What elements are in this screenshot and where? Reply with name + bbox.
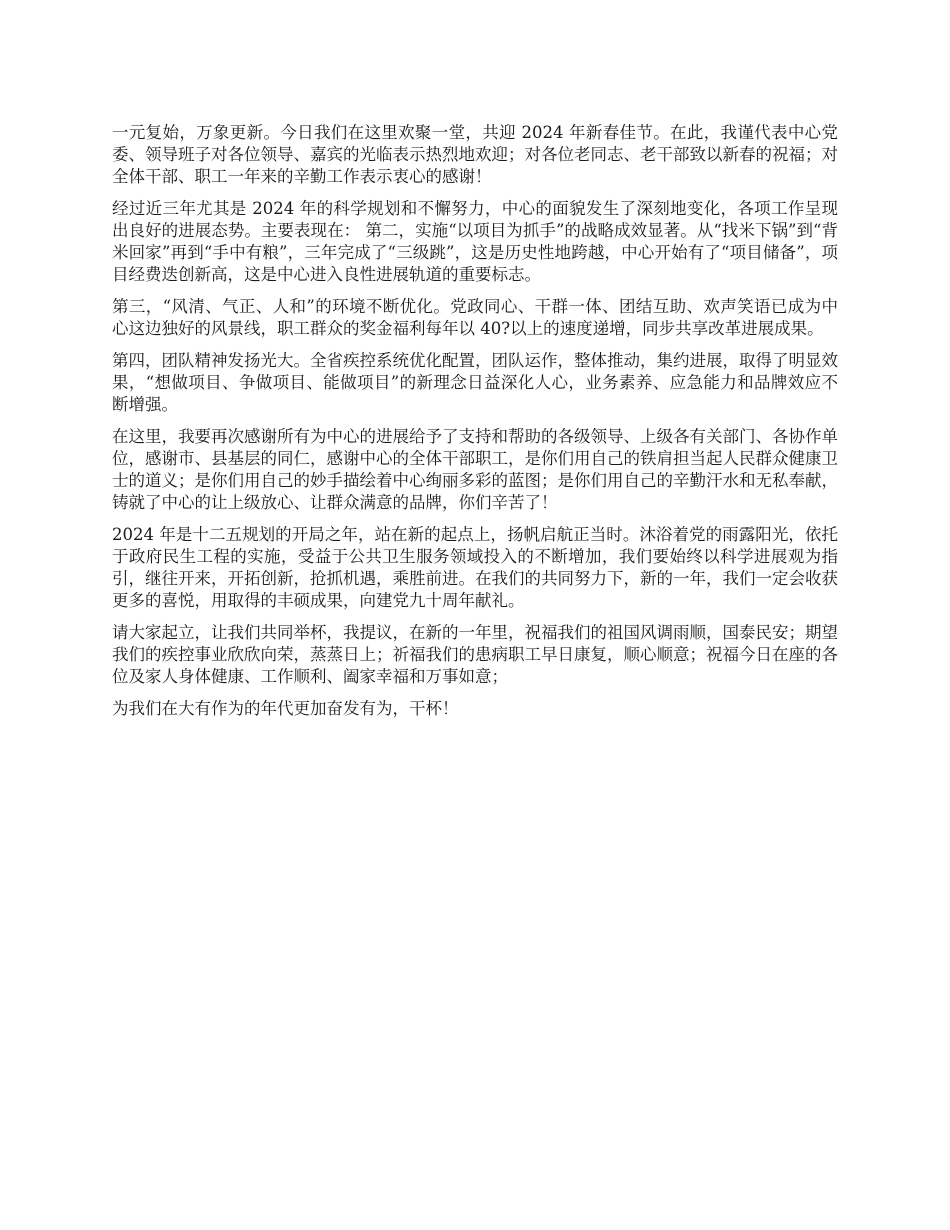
paragraph-team-spirit: 第四，团队精神发扬光大。全省疾控系统优化配置，团队运作，整体推动，集约进展，取得了明显效果，“想做项目、争做项目、能做项目”的新理念日益深化人心，业务素养、应急能力和品牌效应不断增强。 [112, 351, 838, 414]
paragraph-toast: 请大家起立，让我们共同举杯，我提议，在新的一年里，祝福我们的祖国风调雨顺，国泰民安；期望我们的疾控事业欣欣向荣，蒸蒸日上；祈福我们的患病职工早日康复，顺心顺意；祝福今日在座的各位及家人身体健康、工作顺利、阖家幸福和万事如意； [112, 623, 838, 686]
paragraph-thanks: 在这里，我要再次感谢所有为中心的进展给予了支持和帮助的各级领导、上级各有关部门、各协作单位，感谢市、县基层的同仁，感谢中心的全体干部职工，是你们用自己的铁肩担当起人民群众健康卫士的道义；是你们用自己的妙手描绘着中心绚丽多彩的蓝图；是你们用自己的辛勤汗水和无私奉献，铸就了中心的让上级放心、让群众满意的品牌，你们辛苦了！ [112, 427, 838, 512]
paragraph-new-year-outlook: 2024 年是十二五规划的开局之年，站在新的起点上，扬帆启航正当时。沐浴着党的雨露阳光，依托于政府民生工程的实施，受益于公共卫生服务领域投入的不断增加，我们要始终以科学进展观为指引，继往开来，开拓创新，抢抓机遇，乘胜前进。在我们的共同努力下，新的一年，我们一定会收获更多的喜悦，用取得的丰硕成果，向建党九十周年献礼。 [112, 525, 838, 610]
paragraph-closing: 为我们在大有作为的年代更加奋发有为，干杯！ [112, 699, 459, 718]
paragraph-opening-greeting: 一元复始，万象更新。今日我们在这里欢聚一堂，共迎 2024 年新春佳节。在此，我谨代表中心党委、领导班子对各位领导、嘉宾的光临表示热烈地欢迎；对各位老同志、老干部致以新春的祝福；对全体干部、职工一年来的辛勤工作表示衷心的感谢！ [112, 123, 838, 186]
paragraph-environment: 第三，“风清、气正、人和”的环境不断优化。党政同心、干群一体、团结互助、欢声笑语已成为中心这边独好的风景线，职工群众的奖金福利每年以 40?以上的速度递增，同步共享改革进展成果。 [112, 297, 838, 338]
paragraph-achievements-projects: 经过近三年尤其是 2024 年的科学规划和不懈努力，中心的面貌发生了深刻地变化，各项工作呈现出良好的进展态势。主要表现在： 第二，实施“以项目为抓手”的战略成效显著。从“找米下锅”到“背米回家”再到“手中有粮”，三年完成了“三级跳”，这是历史性地跨越，中心开始有了“项目储备”，项目经费迭创新高，这是中心进入良性进展轨道的重要标志。 [112, 199, 838, 284]
document-body [112, 122, 838, 730]
